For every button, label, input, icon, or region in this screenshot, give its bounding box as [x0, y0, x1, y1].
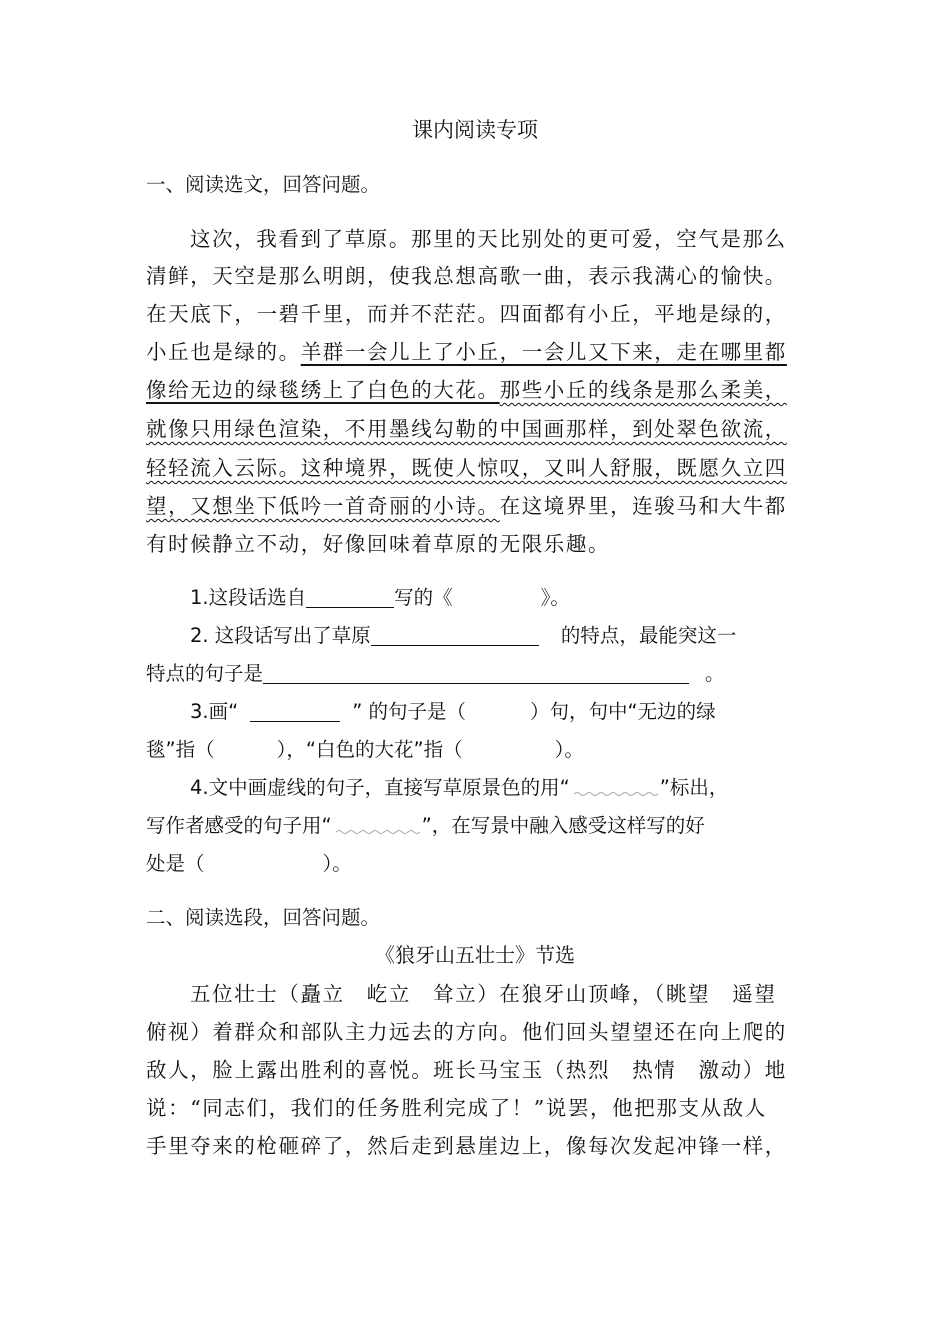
question-text: ），“白色的大花”指（ [276, 738, 463, 761]
question-text: 写的《 [394, 586, 453, 609]
wavy-underlined-sentence: 那些小丘的线条是那么柔美， [499, 378, 787, 402]
passage2-line-5: 手里夺来的枪砸碎了，然后走到悬崖边上，像每次发起冲锋一样， [146, 1134, 787, 1158]
question-text: 写作者感受的句子用“ [146, 814, 332, 837]
question-text: ）。 [322, 852, 352, 875]
passage1-line-2 [146, 257, 787, 295]
question-text: ）。 [554, 738, 584, 761]
question-text: 的特点，最能突这一 [560, 624, 737, 647]
question-2-cont [146, 655, 725, 693]
solid-underlined-sentence: 羊群一会儿上了小丘，一会儿又下来，走在哪里都 [300, 340, 787, 364]
passage1-line-3 [146, 295, 787, 333]
section2-subtitle: 《狼牙山五壮士》节选 [375, 943, 575, 967]
passage-text: 在这境界里，连骏马和大牛都 [499, 494, 787, 518]
passage2-line-3: 敌人，脸上露出胜利的喜悦。班长马宝玉（热烈 热情 激动）地 [146, 1058, 787, 1082]
passage2-line-1: 五位壮士（矗立 屹立 耸立）在狼牙山顶峰，（眺望 遥望 [190, 982, 777, 1006]
passage1-line-5 [146, 371, 787, 409]
passage1-line-9 [146, 525, 610, 563]
answer-blank-author[interactable] [306, 585, 394, 608]
question-text: 。 [705, 662, 725, 685]
wavy-line-mark-icon [570, 776, 660, 798]
question-text: ” 的句子是（ [352, 700, 467, 723]
question-text: 处是（ [146, 852, 205, 875]
wavy-line-mark-icon [332, 814, 422, 836]
question-4-cont [146, 807, 705, 845]
passage2-line-2: 俯视）着群众和部队主力远去的方向。他们回头望望还在向上爬的 [146, 1020, 787, 1044]
question-text: ”，在写景中融入感受这样写的好 [421, 814, 705, 837]
passage-text: 在天底下，一碧千里，而并不茫茫。四面都有小丘，平地是绿的， [146, 302, 787, 326]
passage-text: 有时候静立不动，好像回味着草原的无限乐趣。 [146, 532, 611, 556]
passage1-line-6 [146, 410, 787, 448]
wavy-underlined-sentence: 就像只用绿色渲染，不用墨线勾勒的中国画那样，到处翠色欲流， [146, 417, 787, 441]
question-text: 2. 这段话写出了草原 [190, 624, 371, 647]
section2-heading: 二、阅读选段，回答问题。 [146, 906, 381, 929]
page-title: 课内阅读专项 [412, 118, 538, 142]
question-4-cont-2 [146, 845, 352, 883]
passage1-line-8 [146, 487, 787, 525]
passage-text: 清鲜，天空是那么明朗，使我总想高歌一曲，表示我满心的愉快。 [146, 264, 787, 288]
question-text: 特点的句子是 [146, 662, 264, 685]
passage-text: 小丘也是绿的。 [146, 340, 301, 364]
question-text: 3.画“ [190, 700, 239, 723]
section1-heading: 一、阅读选文，回答问题。 [146, 173, 381, 196]
answer-blank-line-type[interactable] [250, 699, 340, 722]
question-text: ”标出， [659, 776, 729, 799]
question-3-cont [146, 731, 584, 769]
question-text: ）句，句中“无边的绿 [530, 700, 716, 723]
question-3 [190, 693, 716, 731]
question-text: 4.文中画虚线的句子，直接写草原景色的用“ [190, 776, 570, 799]
passage-text: 这次，我看到了草原。那里的天比别处的更可爱，空气是那么 [190, 227, 787, 251]
solid-underlined-sentence: 像给无边的绿毯绣上了白色的大花。 [146, 378, 500, 402]
answer-blank-sentence[interactable] [263, 661, 689, 684]
passage2-line-4: 说：“同志们，我们的任务胜利完成了！”说罢，他把那支从敌人 [146, 1096, 767, 1120]
answer-blank-feature[interactable] [371, 623, 539, 646]
question-1 [190, 579, 570, 617]
question-text: 1.这段话选自 [190, 586, 307, 609]
wavy-underlined-sentence: 轻轻流入云际。这种境界，既使人惊叹，又叫人舒服，既愿久立四 [146, 456, 787, 480]
question-text: 毯”指（ [146, 738, 215, 761]
question-2 [190, 617, 736, 655]
question-text: 》。 [540, 586, 570, 609]
wavy-underlined-sentence: 望，又想坐下低吟一首奇丽的小诗。 [146, 494, 500, 518]
passage1-line-1 [190, 220, 787, 258]
passage1-line-7 [146, 449, 787, 487]
passage1-line-4 [146, 333, 787, 371]
question-4 [190, 769, 728, 807]
